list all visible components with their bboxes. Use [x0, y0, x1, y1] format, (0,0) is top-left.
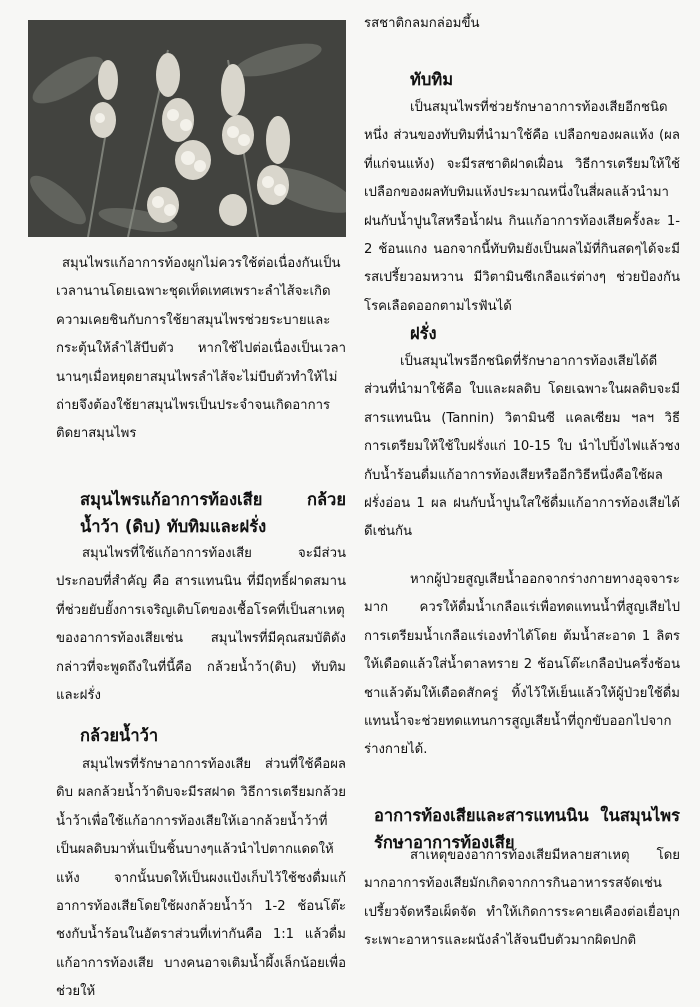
tannin-paragraph: สาเหตุของอาการท้องเสียมีหลายสาเหตุ โดยมากอาการท้องเสียมักเกิดจากการกินอาหารรสจัดเช่นเปรี้ยวจัดหรือเผ็ดจัด ทำให้เกิดการระคายเคืองต่อเยื่อบุกระเพาะอาหารและผนังลำไส้จนบีบตัวมากผิดปกติ [364, 848, 680, 949]
flower-illustration [28, 20, 346, 237]
continuation-text: รสชาติกลมกล่อมขึ้น [364, 16, 480, 31]
heading-tannin: อาการท้องเสียและสารแทนนิน ในสมุนไพรรักษาอาการท้องเสีย [374, 806, 680, 852]
pomegranate-paragraph: เป็นสมุนไพรที่ช่วยรักษาอาการท้องเสียอีกชนิดหนึ่ง ส่วนของทับทิมที่นำมาใช้คือ เปลือกของผลแห้ง (ผลที่แก่จนแห้ง) จะมีรสชาติฝาดเฝื่อน วิธีการเตรียมให้ใช้เปลือกของผลทับทิมแห้งประมาณหนึ่งในสี่ผลแล้วนำมาฝนกับน้ำปูนใสหรือน้ำฝน กินแก้อาการท้องเสียครั้งละ 1-2 ช้อนแกง นอกจากนี้ทับทิมยังเป็นผลไม้ที่กินสดๆได้จะมีรสเปรี้ยวอมหวาน มีวิตามินซีเกลือแร่ต่างๆ ช่วยป้องกันโรคเลือดออกตามไรฟันได้ [364, 100, 680, 314]
dehydration-paragraph: หากผู้ป่วยสูญเสียน้ำออกจากร่างกายทางอุจจาระมาก ควรให้ดื่มน้ำเกลือแร่เพื่อทดแทนน้ำที่สูญเสียไป การเตรียมน้ำเกลือแร่เองทำได้โดย ต้มน้ำสะอาด 1 ลิตรให้เดือดแล้วใส่น้ำตาลทราย 2 ช้อนโต๊ะเกลือป่นครึ่งช้อนชาแล้วต้มให้เดือดสักครู่ ทิ้งไว้ให้เย็นแล้วให้ผู้ป่วยใช้ดื่มแทนน้ำจะช่วยทดแทนการสูญเสียน้ำที่ถูกขับออกไปจากร่างกายได้. [364, 572, 680, 758]
heading-diarrhea-herbs: สมุนไพรแก้อาการท้องเสีย กล้วยน้ำว้า (ดิบ) ทับทิมและฝรั่ง [80, 490, 346, 536]
guava-paragraph: เป็นสมุนไพรอีกชนิดที่รักษาอาการท้องเสียได้ดี ส่วนที่นำมาใช้คือ ใบและผลดิบ โดยเฉพาะในผลดิบจะมีสารแทนนิน (Tannin) วิตามินซี แคลเซียม ฯลฯ วิธีการเตรียมให้ใช้ใบฝรั่งแก่ 10-15 ใบ นำไปปิ้งไฟแล้วชงกับน้ำร้อนดื่มแก้อาการท้องเสียหรืออีกวิธีหนึ่งคือใช้ผลฝรั่งอ่อน 1 ผล ฝนกับน้ำปูนใสใช้ดื่มแก้อาการท้องเสียได้ดีเช่นกัน [364, 354, 680, 540]
heading-banana: กล้วยน้ำว้า [80, 726, 159, 745]
diarrhea-paragraph: สมุนไพรที่ใช้แก้อาการท้องเสีย จะมีส่วนประกอบที่สำคัญ คือ สารแทนนิน ที่มีฤทธิ์ฝาดสมานที่ช่วยยับยั้งการเจริญเติบโตของเชื้อโรคที่เป็นสาเหตุของอาการท้องเสียเช่น สมุนไพรที่มีคุณสมบัติดังกล่าวที่จะพูดถึงในที่นี้คือ กล้วยน้ำว้า(ดิบ) ทับทิมและฝรั่ง [56, 546, 346, 704]
herb-flower-photo [28, 20, 346, 237]
intro-paragraph: สมุนไพรแก้อาการท้องผูกไม่ควรใช้ต่อเนื่องกันเป็นเวลานานโดยเฉพาะชุดเท็ดเทศเพราะลำไส้จะเกิดความเคยชินกับการใช้ยาสมุนไพรช่วยระบายและกระตุ้นให้ลำไส้บีบตัว หากใช้ไปต่อเนื่องเป็นเวลานานๆเมื่อหยุดยาสมุนไพรลำไส้จะไม่บีบตัวทำให้ไม่ถ่ายจึงต้องใช้ยาสมุนไพรเป็นประจำจนเกิดอาการติดยาสมุนไพร [56, 256, 346, 442]
banana-paragraph: สมุนไพรที่รักษาอาการท้องเสีย ส่วนที่ใช้คือผลดิบ ผลกล้วยน้ำว้าดิบจะมีรสฝาด วิธีการเตรียมกล้วยน้ำว้าเพื่อใช้แก้อาการท้องเสียให้เอากล้วยน้ำว้าที่เป็นผลดิบมาหั่นเป็นชิ้นบางๆแล้วนำไปตากแดดให้แห้ง จากนั้นบดให้เป็นผงแป้งเก็บไว้ใช้ชงดื่มแก้อาการท้องเสียโดยใช้ผงกล้วยน้ำว้า 1-2 ช้อนโต๊ะชงกับน้ำร้อนในอัตราส่วนที่เท่ากันคือ 1:1 แล้วดื่มแก้อาการท้องเสีย บางคนอาจเติมน้ำผึ้งเล็กน้อยเพื่อช่วยให้ [56, 757, 346, 1000]
heading-guava: ฝรั่ง [410, 324, 437, 343]
heading-pomegranate: ทับทิม [410, 70, 454, 89]
